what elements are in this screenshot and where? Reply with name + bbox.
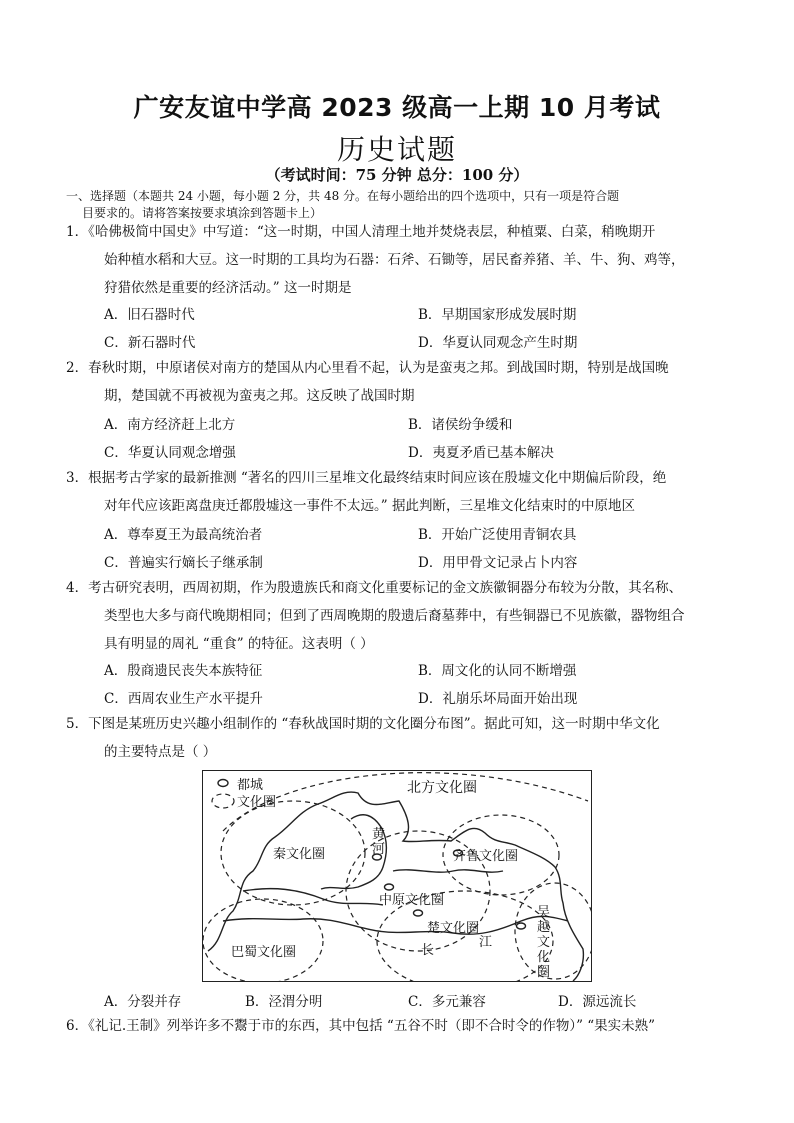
- culture-circle-map: [202, 770, 592, 982]
- exam-title: 广安友谊中学高 2023 级高一上期 10 月考试: [133, 93, 661, 122]
- river-tributary: [243, 889, 383, 905]
- legend-circle-label: 文化圈: [237, 795, 277, 810]
- option-a: A．南方经济赶上北方: [104, 417, 236, 433]
- question-line: 类型也大多与商代晚期相同；但到了西周晚期的殷遗后裔墓葬中，有些铜器已不见族徽，器物组合: [104, 608, 685, 624]
- legend-capital-swatch: [218, 780, 228, 787]
- option-b: B．泾渭分明: [245, 994, 323, 1010]
- section-instructions: [66, 188, 736, 222]
- question-line: 4．考古研究表明，西周初期，作为殷遗族氏和商文化重要标记的金文族徽铜器分布较为分散，其名称、: [66, 580, 683, 596]
- option-c: C．西周农业生产水平提升: [104, 691, 263, 707]
- option-c: C．新石器时代: [104, 335, 196, 351]
- label-north: 北方文化圈: [407, 780, 477, 796]
- option-a: A．尊奉夏王为最高统治者: [104, 527, 263, 543]
- subject-title: 历史试题: [336, 133, 457, 166]
- option-c: C．普遍实行嫡长子继承制: [104, 555, 263, 571]
- option-a: A．旧石器时代: [104, 307, 195, 323]
- question-line: 具有明显的周礼 “重食” 的特征。这表明（ ）: [104, 636, 374, 652]
- question-1: [66, 218, 726, 302]
- option-b: B．开始广泛使用青铜农具: [418, 527, 577, 543]
- label-yellow-river: 黄河: [372, 827, 386, 857]
- question-line: 6．《礼记.王制》列举许多不鬻于市的东西，其中包括 “五谷不时（即不合时令的作物）” “果实未熟”: [66, 1018, 656, 1034]
- label-qilu: 齐鲁文化圈: [453, 849, 519, 864]
- question-6: [66, 1012, 726, 1040]
- label-bashu: 巴蜀文化圈: [231, 945, 297, 960]
- section-line: 一、选择题（本题共 24 小题，每小题 2 分，共 48 分。在每小题给出的四个选项中，只有一项是符合题: [66, 189, 620, 203]
- question-5: [66, 710, 726, 766]
- option-d: D．用甲骨文记录占卜内容: [418, 555, 578, 571]
- option-c: C．华夏认同观念增强: [104, 445, 236, 461]
- label-chu: 楚文化圈: [427, 921, 480, 936]
- question-line: 5．下图是某班历史兴趣小组制作的 “春秋战国时期的文化圈分布图”。据此可知，这一时期中华文化: [66, 716, 660, 732]
- option-c: C．多元兼容: [408, 994, 486, 1010]
- question-4: [66, 574, 726, 658]
- option-a: A．殷商遗民丧失本族特征: [104, 663, 263, 679]
- question-line: 的主要特点是（ ）: [104, 744, 217, 760]
- wuyue-circle: [515, 883, 591, 979]
- section-line: 目要求的。请将答案按要求填涂到答题卡上）: [82, 206, 323, 220]
- option-a: A．分裂并存: [104, 994, 182, 1010]
- question-line: 对年代应该距离盘庚迁都殷墟这一事件不太远。” 据此判断，三星堆文化结束时的中原地区: [104, 498, 635, 514]
- question-line: 2．春秋时期，中原诸侯对南方的楚国从内心里看不起，认为是蛮夷之邦。到战国时期，特别是战国晚: [66, 360, 669, 376]
- question-3: [66, 464, 726, 520]
- question-line: 始种植水稻和大豆。这一时期的工具均为石器：石斧、石锄等，居民畜养猪、羊、牛、狗、鸡等，: [104, 252, 685, 268]
- option-b: B．早期国家形成发展时期: [418, 307, 577, 323]
- label-central: 中原文化圈: [379, 893, 445, 908]
- option-d: D．华夏认同观念产生时期: [418, 335, 578, 351]
- question-line: 3．根据考古学家的最新推测 “著名的四川三星堆文化最终结束时间应该在殷墟文化中期偏后阶段，绝: [66, 470, 667, 486]
- option-d: D．礼崩乐坏局面开始出现: [418, 691, 578, 707]
- capital-marker: [517, 923, 526, 929]
- question-line: 1．《哈佛极简中国史》中写道：“这一时期，中国人清理土地并焚烧表层，种植粟、白菜，稍晚期开: [66, 224, 656, 240]
- label-qin: 秦文化圈: [273, 847, 326, 862]
- legend-capital-label: 都城: [237, 778, 264, 793]
- option-d: D．源远流长: [558, 994, 637, 1010]
- label-yangtze-1: 长: [421, 943, 435, 958]
- question-line: 狩猎依然是重要的经济活动。” 这一时期是: [104, 280, 352, 296]
- exam-meta: （考试时间：75 分钟 总分：100 分）: [265, 166, 529, 184]
- option-b: B．诸侯纷争缓和: [408, 417, 513, 433]
- option-b: B．周文化的认同不断增强: [418, 663, 577, 679]
- capital-marker: [414, 910, 423, 916]
- question-2: [66, 354, 726, 410]
- question-line: 期，楚国就不再被视为蛮夷之邦。这反映了战国时期: [104, 388, 415, 404]
- bashu-circle: [203, 899, 323, 981]
- legend-circle-swatch: [212, 794, 234, 808]
- label-yangtze-2: 江: [479, 935, 493, 950]
- label-wuyue: 吴越文化圈: [537, 905, 551, 980]
- option-d: D．夷夏矛盾已基本解决: [408, 445, 554, 461]
